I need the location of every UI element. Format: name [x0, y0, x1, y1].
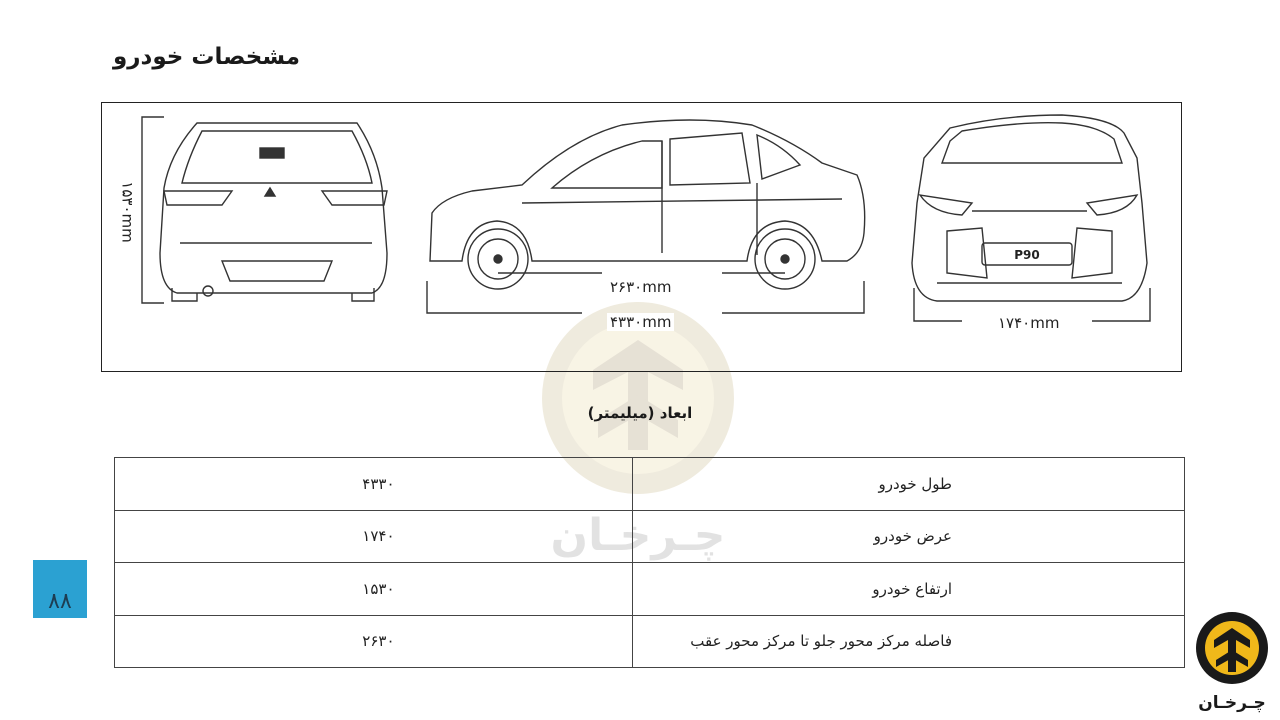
vehicle-dimension-figure [101, 102, 1182, 372]
dimensions-table [114, 457, 1185, 668]
svg-text:چـرخـان: چـرخـان [550, 510, 726, 561]
car-drawings [102, 103, 1183, 373]
rear-view-drawing [142, 117, 387, 303]
row-value: ۱۵۳۰ [115, 563, 633, 616]
table-row [115, 615, 1185, 668]
row-label: ارتفاع خودرو [632, 563, 1184, 616]
row-value: ۲۶۳۰ [115, 615, 633, 668]
brand-logo-text: چـرخـان [1198, 693, 1266, 713]
row-label: عرض خودرو [632, 510, 1184, 563]
brand-logo [1192, 610, 1272, 716]
length-label: ۴۳۳۰mm [607, 313, 674, 331]
table-row [115, 510, 1185, 563]
table-row [115, 458, 1185, 511]
plate-text: P90 [1014, 248, 1040, 262]
dimensions-caption: ابعاد (میلیمتر) [587, 404, 693, 422]
row-label: طول خودرو [632, 458, 1184, 511]
wheelbase-label: ۲۶۳۰mm [607, 278, 674, 296]
width-label: ۱۷۴۰mm [995, 314, 1062, 332]
table-row [115, 563, 1185, 616]
height-label: ۱۵۳۰mm [119, 178, 137, 245]
row-value: ۴۳۳۰ [115, 458, 633, 511]
row-label: فاصله مرکز محور جلو تا مرکز محور عقب [632, 615, 1184, 668]
front-view-drawing [912, 115, 1150, 321]
row-value: ۱۷۴۰ [115, 510, 633, 563]
page-number: ۸۸ [33, 560, 87, 618]
page-title: مشخصات خودرو [113, 44, 300, 70]
